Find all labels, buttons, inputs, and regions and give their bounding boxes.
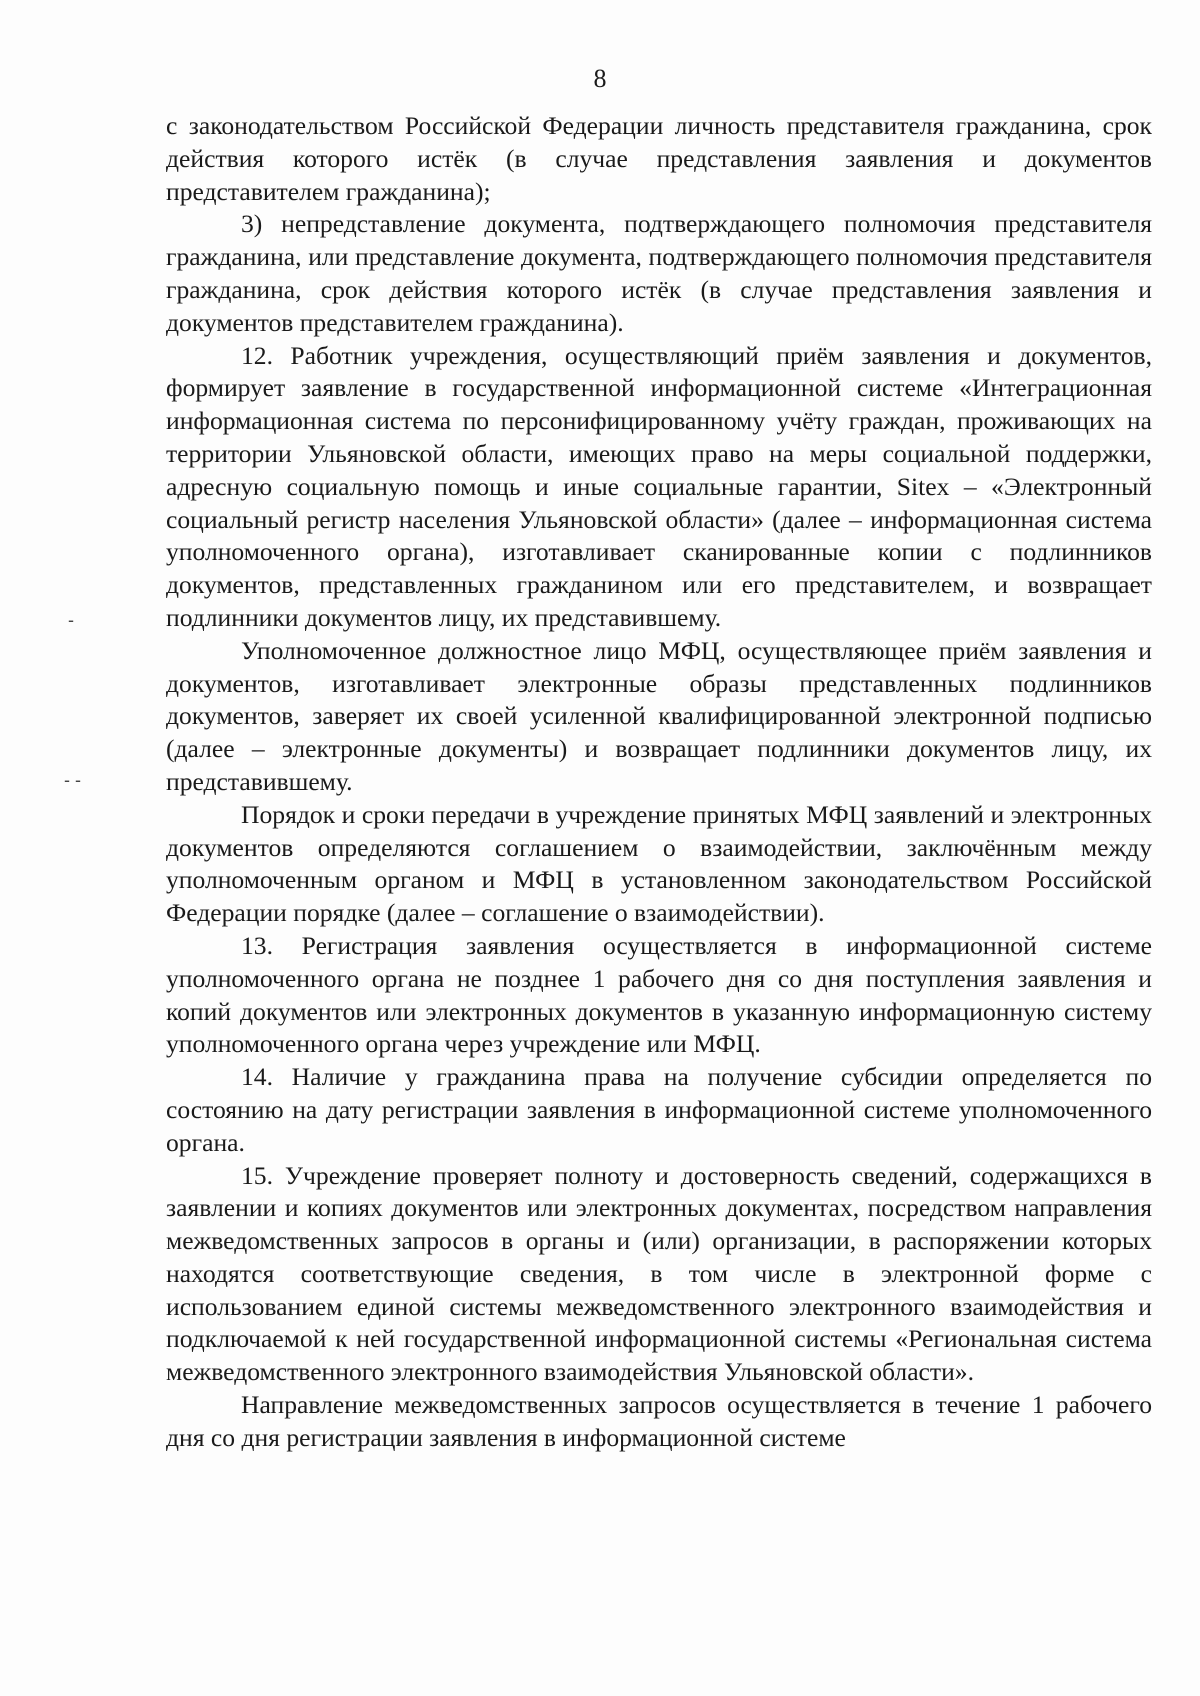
paragraph: Направление межведомственных запросов осуществляется в течение 1 рабочего дня со дня регистрации заявления в информационной системе (166, 1390, 1152, 1452)
paragraph: 3) непредставление документа, подтверждающего полномочия представителя гражданина, или представление документа, подтверждающего полномочия представителя гражданина, срок действия которого истёк (в случае представления заявления и документов представителем гражданина). (166, 209, 1152, 337)
paragraph: Уполномоченное должностное лицо МФЦ, осуществляющее приём заявления и документов, изготавливает электронные образы представленных подлинников документов, заверяет их своей усиленной квалифицированной электронной подписью (далее – электронные документы) и возвращает подлинники документов лицу, их представившему. (166, 635, 1152, 796)
page-number: 8 (593, 64, 607, 93)
paragraph: 13. Регистрация заявления осуществляется в информационной системе уполномоченного органа не позднее 1 рабочего дня со дня поступления заявления и копий документов или электронных документов в указанную информационную систему уполномоченного органа через учреждение или МФЦ. (166, 930, 1152, 1059)
paragraph: 12. Работник учреждения, осуществляющий приём заявления и документов, формирует заявление в государственной информационной системе «Интеграционная информационная система по персонифицированному учёту граждан, проживающих на территории Ульяновской области, имеющих право на меры социальной поддержки, адресную социальную помощь и иные социальные гарантии, Sitex – «Электронный социальный регистр населения Ульяновской области» (далее – информационная система уполномоченного органа), изготавливает сканированные копии с подлинников документов, представленных гражданином или его представителем, и возвращает подлинники документов лицу, их представившему. (166, 340, 1152, 632)
paragraph: Порядок и сроки передачи в учреждение принятых МФЦ заявлений и электронных документов определяются соглашением о взаимодействии, заключённым между уполномоченным органом и МФЦ в установленном законодательством Российской Федерации порядке (далее – соглашение о взаимодействии). (166, 799, 1152, 928)
paragraph: 14. Наличие у гражданина права на получение субсидии определяется по состоянию на дату регистрации заявления в информационной системе уполномоченного органа. (166, 1062, 1152, 1157)
margin-mark: - - (64, 770, 81, 790)
margin-mark: - (68, 610, 74, 630)
paragraph: с законодательством Российской Федерации личность представителя гражданина, срок действия которого истёк (в случае представления заявления и документов представителем гражданина); (166, 111, 1152, 206)
document-body (166, 110, 1152, 1455)
paragraph: 15. Учреждение проверяет полноту и достоверность сведений, содержащихся в заявлении и копиях документов или электронных документах, посредством направления межведомственных запросов в органы и (или) организации, в распоряжении которых находятся соответствующие сведения, в том числе в электронной форме с использованием единой системы межведомственного электронного взаимодействия и подключаемой к ней государственной информационной системы «Региональная система межведомственного электронного взаимодействия Ульяновской области». (166, 1160, 1152, 1387)
